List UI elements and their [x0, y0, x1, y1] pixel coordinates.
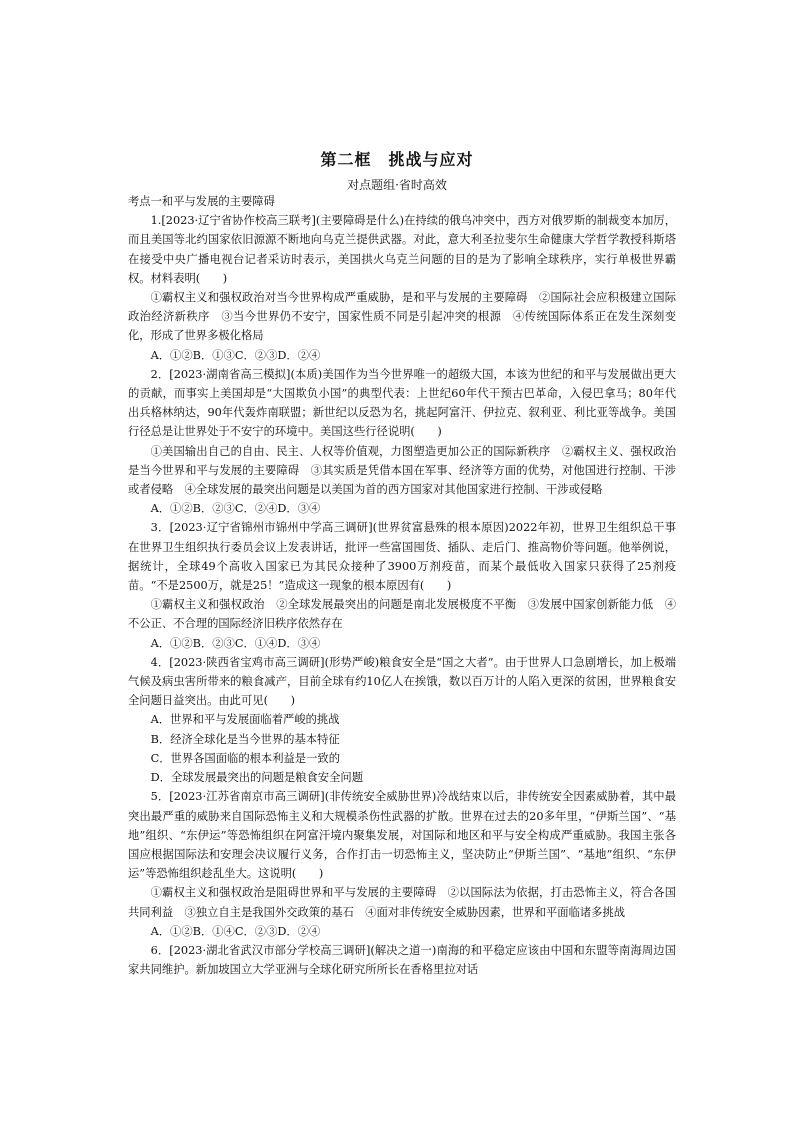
question-option: B．经济全球化是当今世界的基本特征 — [150, 732, 340, 746]
question-statements: ①美国输出自己的自由、民主、人权等价值观，力图塑造更加公正的国际新秩序 ②霸权主义、强权政治是当今世界和平与发展的主要障碍 ③其实质是凭借本国在军事、经济等方面的优势，对他国进行控制、干涉或者侵略 ④全球发展的最突出问题是以美国为首的西方国家对其他国家进行控制、干涉或侵略 — [128, 444, 676, 497]
question-stem: 4．[2023·陕西省宝鸡市高三调研](形势严峻)粮食安全是“国之大者”。由于世界人口急剧增长，加上极端气候及病虫害所带来的粮食减产，目前全球有约10亿人在挨饿，数以百万计的人陷入更深的贫困，世界粮食安全问题日益突出。由此可见( ) — [128, 655, 676, 708]
page-subtitle: 对点题组·省时高效 — [347, 178, 447, 192]
question-statements: ①霸权主义和强权政治 ②全球发展最突出的问题是南北发展极度不平衡 ③发展中国家创新能力低 ④不公正、不合理的国际经济旧秩序依然存在 — [128, 598, 676, 631]
question-stem: 6．[2023·湖北省武汉市部分学校高三调研](解决之道一)南海的和平稳定应该由中国和东盟等南海周边国家共同维护。新加坡国立大学亚洲与全球化研究所所长在香格里拉对话 — [128, 943, 676, 977]
question-options: A．①②B．①③C．②③D．②④ — [150, 348, 321, 362]
question-options: A．①②B．②③C．②④D．③④ — [150, 502, 321, 516]
question-option: C．世界各国面临的根本利益是一致的 — [150, 751, 340, 765]
question-stem: 2．[2023·湖南省高三模拟](本质)美国作为当今世界唯一的超级大国，本该为世纪的和平与发展做出更大的贡献，而事实上美国却是“大国欺负小国”的典型代表：上世纪60年代干预古巴革命，入侵巴拿马；80年代出兵格林纳达，90年代轰炸南联盟；新世纪以反恐为名，挑起阿富汗、伊拉克、叙利亚、利比亚等战争。美国行径总是让世界处于不安宁的环境中。美国这些行径说明( ) — [128, 367, 676, 439]
question-stem: 3．[2023·辽宁省锦州市锦州中学高三调研](世界贫富悬殊的根本原因)2022年初，世界卫生组织总干事在世界卫生组织执行委员会议上发表讲话，批评一些富国囤货、插队、走后门、推高物价等问题。他举例说，据统计，全球49个高收入国家已为其民众接种了3900万剂疫苗，而某个最低收入国家只获得了25剂疫苗。“不是2500万，就是25！”造成这一现象的根本原因有( ) — [128, 521, 676, 593]
question-statements: ①霸权主义和强权政治是阻碍世界和平与发展的主要障碍 ②以国际法为依据，打击恐怖主义，符合各国共同利益 ③独立自主是我国外交政策的基石 ④面对非传统安全威胁因素，世界和平面临诸多挑战 — [128, 886, 676, 919]
page-title: 第二框 挑战与应对 — [320, 150, 474, 169]
question-statements: ①霸权主义和强权政治对当今世界构成严重威胁，是和平与发展的主要障碍 ②国际社会应积极建立国际政治经济新秩序 ③当今世界仍不安宁，国家性质不同是引起冲突的根源 ④传统国际体系正在发生深刻变化，形成了世界多极化格局 — [128, 291, 676, 343]
document-body — [128, 192, 676, 979]
question-options: A．①②B．①④C．②③D．②④ — [150, 924, 321, 938]
question-option: D．全球发展最突出的问题是粮食安全问题 — [150, 771, 363, 785]
section-heading: 考点一和平与发展的主要障碍 — [128, 195, 275, 208]
question-options: A．①②B．②③C．①④D．③④ — [150, 636, 321, 650]
question-stem: 5．[2023·江苏省南京市高三调研](非传统安全威胁世界)冷战结束以后，非传统安全因素威胁着，其中最突出最严重的威胁来自国际恐怖主义和大规模杀伤性武器的扩散。世界在过去的20多年里，“伊斯兰国”、“基地”组织、“东伊运”等恐怖组织在阿富汗境内聚集发展，对国际和地区和平与安全构成严重威胁。我国主张各国应根据国际法和安理会决议履行义务，合作打击一切恐怖主义，坚决防止“伊斯兰国”、“基地”组织、“东伊运”等恐怖组织趁乱坐大。这说明( ) — [128, 790, 676, 881]
question-stem: 1.[2023·辽宁省协作校高三联考](主要障碍是什么)在持续的俄乌冲突中，西方对俄罗斯的制裁变本加厉，而且美国等北约国家依旧源源不断地向乌克兰提供武器。对此，意大利圣拉斐尔生命健康大学哲学教授科斯塔在接受中央广播电视台记者采访时表示，美国拱火乌克兰问题的目的是为了影响全球秩序，实行单极世界霸权。材料表明( ) — [128, 214, 676, 285]
question-option: A．世界和平与发展面临着严峻的挑战 — [150, 713, 340, 727]
